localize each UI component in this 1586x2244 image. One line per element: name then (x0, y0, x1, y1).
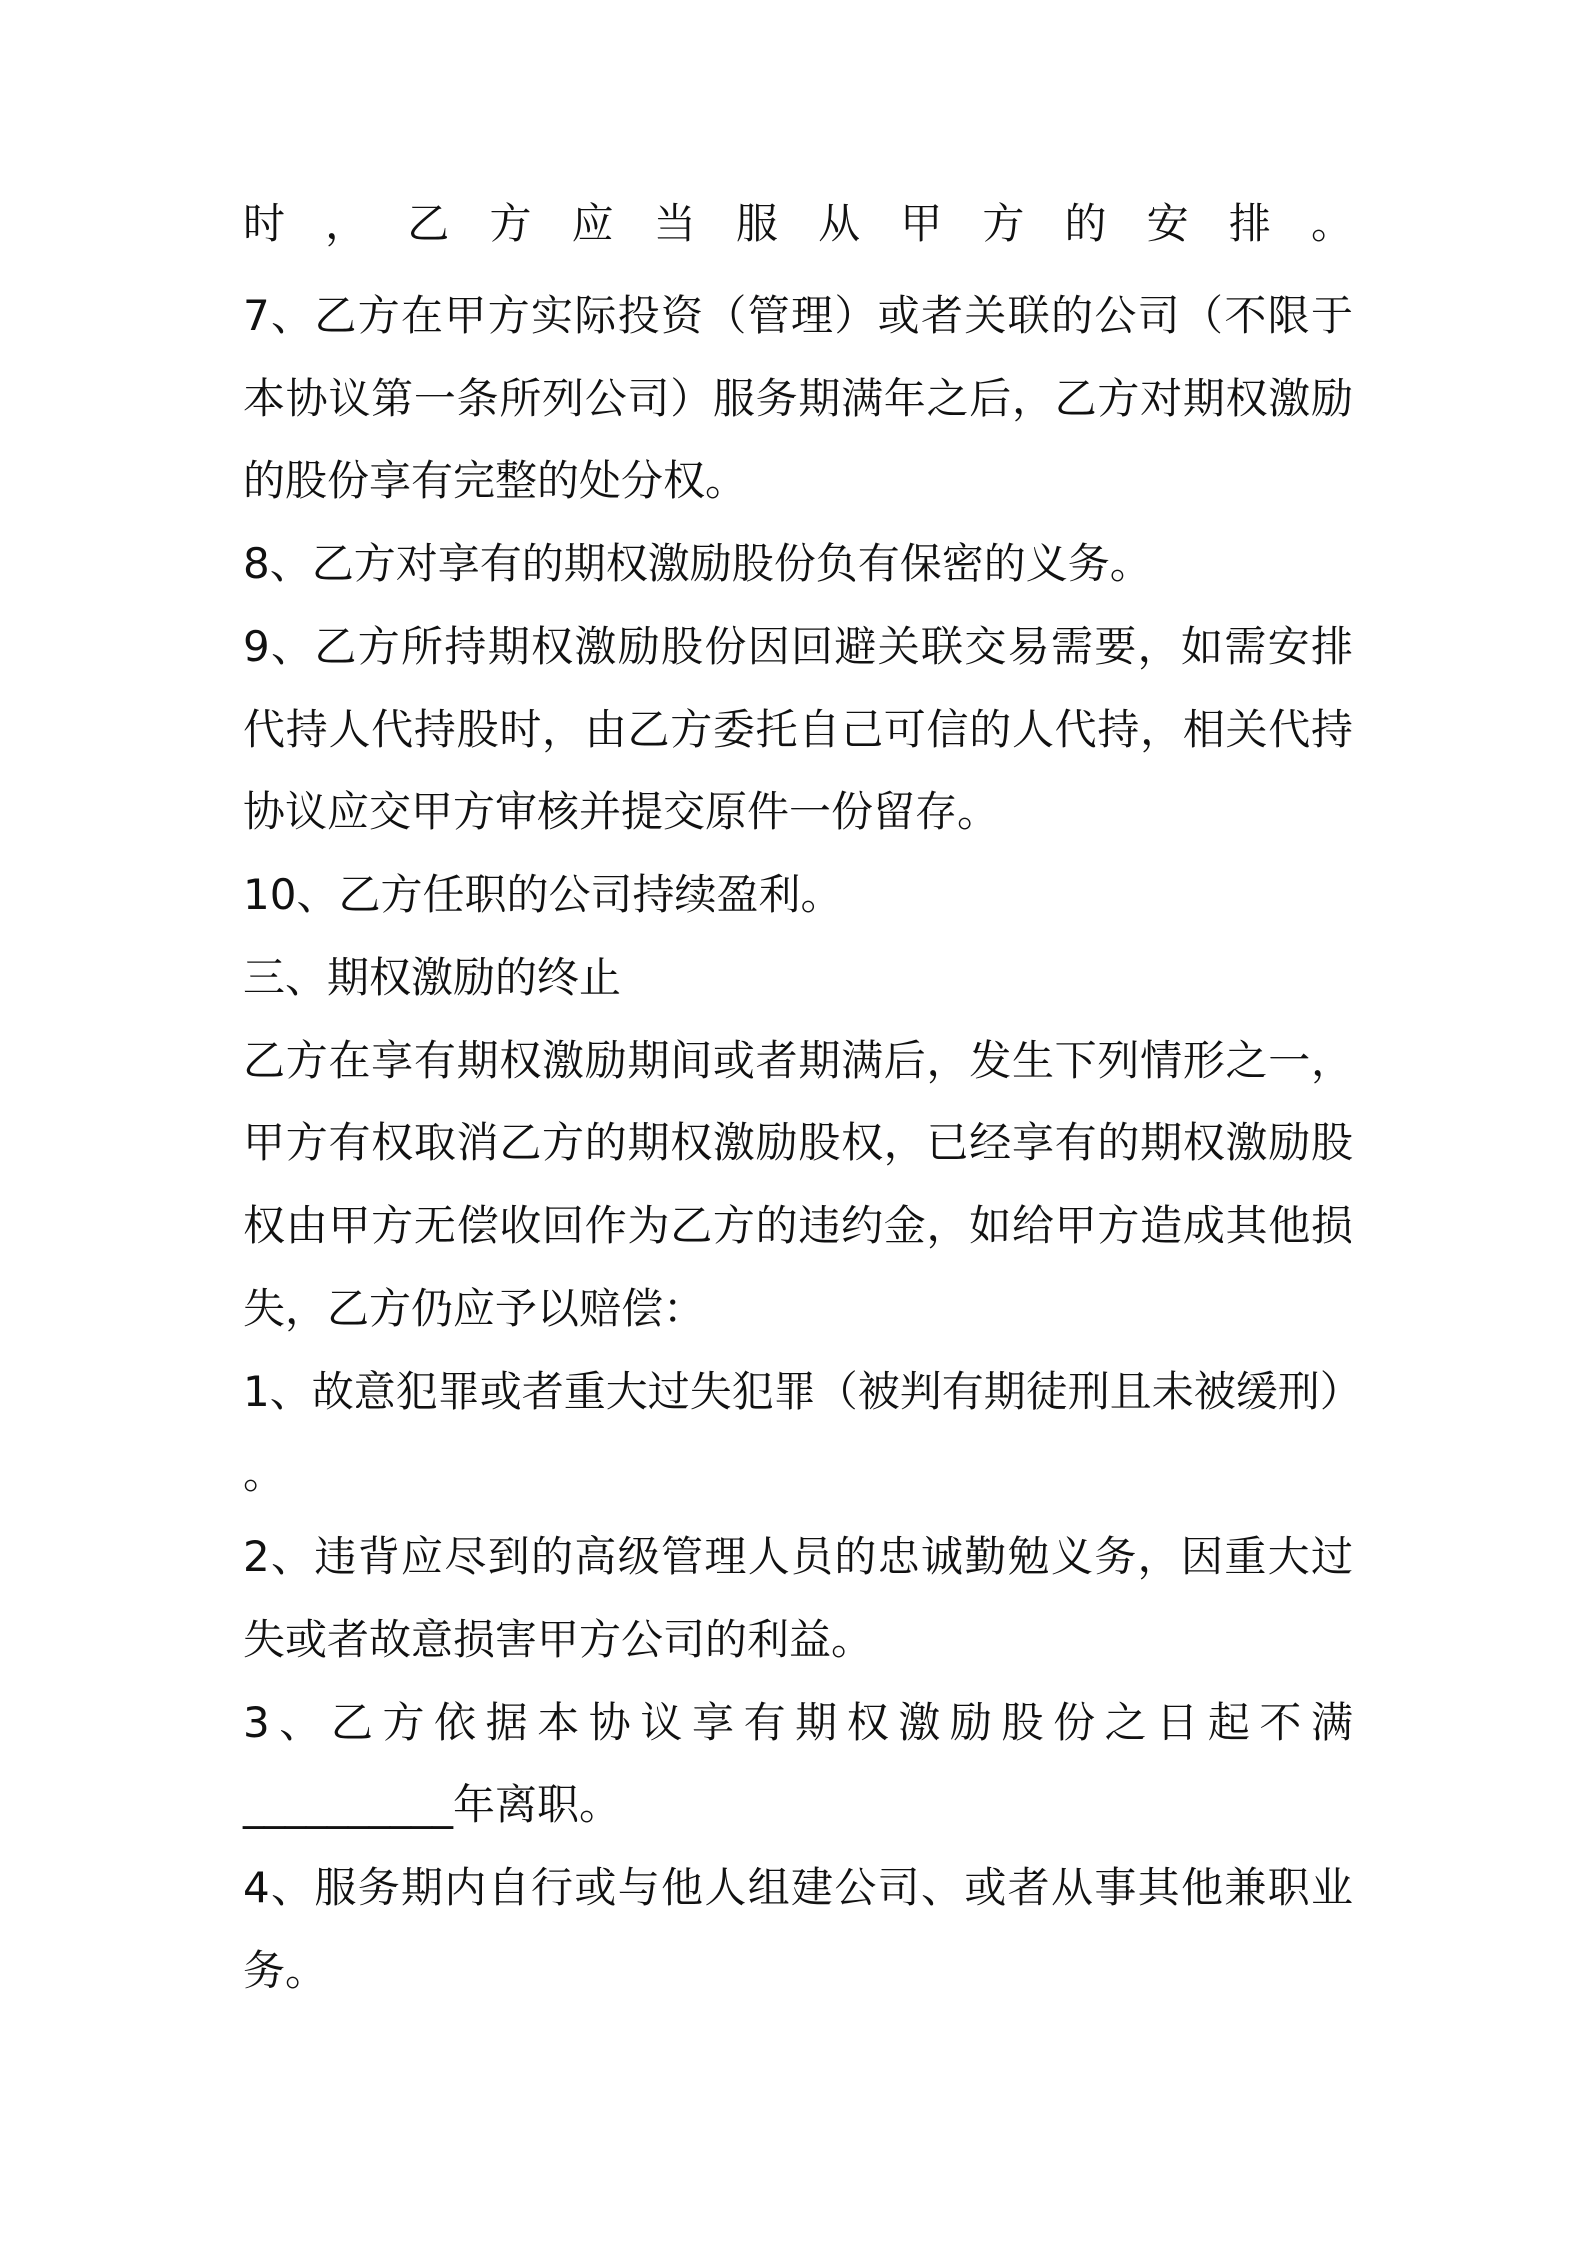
text-line-5: 8、乙方对享有的期权激励股份负有保密的义务。 (243, 539, 1152, 588)
text-line-4: 的股份享有完整的处分权。 (243, 456, 748, 505)
text-line-11: 乙方在享有期权激励期间或者期满后，发生下列情形之一， (243, 1036, 1353, 1085)
text-line-2: 7、乙方在甲方实际投资（管理）或者关联的公司（不限于 (243, 291, 1353, 340)
text-line-17: 2、违背应尽到的高级管理人员的忠诚勤勉义务，因重大过 (243, 1532, 1353, 1581)
text-line-13: 权由甲方无偿收回作为乙方的违约金，如给甲方造成其他损 (243, 1201, 1353, 1250)
section-heading: 三、期权激励的终止 (243, 953, 622, 1002)
text-line-21: 4、服务期内自行或与他人组建公司、或者从事其他兼职业 (243, 1863, 1353, 1912)
text-line-6: 9、乙方所持期权激励股份因回避关联交易需要，如需安排 (243, 622, 1353, 671)
text-line-1: 时，乙方应当服从甲方的安排。 (243, 199, 1353, 248)
text-line-9: 10、乙方任职的公司持续盈利。 (243, 870, 843, 919)
text-line-15: 1、故意犯罪或者重大过失犯罪（被判有期徒刑且未被缓刑） (243, 1367, 1362, 1416)
text-line-7: 代持人代持股时，由乙方委托自己可信的人代持，相关代持 (243, 705, 1353, 754)
text-line-14: 失，乙方仍应予以赔偿： (243, 1284, 706, 1333)
text-line-16: 。 (243, 1449, 286, 1498)
text-line-18: 失或者故意损害甲方公司的利益。 (243, 1615, 874, 1664)
text-line-12: 甲方有权取消乙方的期权激励股权，已经享有的期权激励股 (243, 1118, 1353, 1167)
text-line-8: 协议应交甲方审核并提交原件一份留存。 (243, 787, 1000, 836)
text-line-22: 务。 (243, 1946, 328, 1995)
text-line-20: __________年离职。 (243, 1780, 622, 1829)
text-line-3: 本协议第一条所列公司）服务期满年之后，乙方对期权激励 (243, 374, 1353, 423)
text-line-19: 3、乙方依据本协议享有期权激励股份之日起不满 (243, 1698, 1353, 1747)
